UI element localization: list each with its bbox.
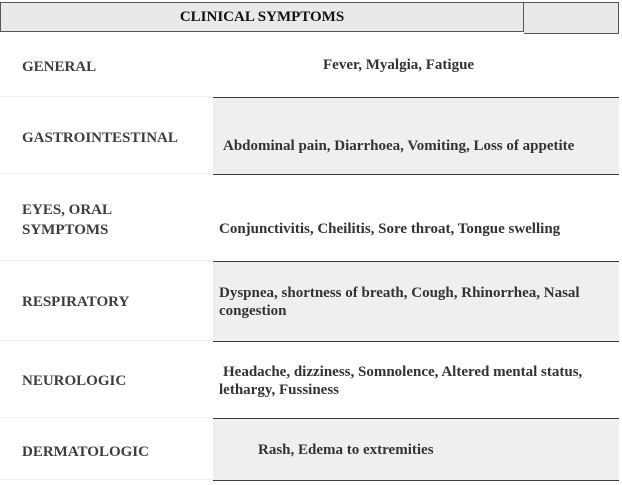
- table-row: [0, 97, 622, 174]
- category-label: NEUROLOGIC: [22, 373, 127, 389]
- table-row: [0, 418, 622, 480]
- table-row: [0, 34, 622, 97]
- symptoms-text: Conjunctivitis, Cheilitis, Sore throat, Tongue swelling: [219, 221, 561, 237]
- category-cell: [0, 34, 213, 97]
- symptoms-cell: [213, 174, 619, 261]
- category-cell: [0, 174, 213, 261]
- category-label: RESPIRATORY: [22, 294, 130, 310]
- symptoms-text: Abdominal pain, Diarrhoea, Vomiting, Loss of appetite: [223, 138, 575, 154]
- table-row: [0, 174, 622, 261]
- header-title: CLINICAL SYMPTOMS: [0, 2, 524, 32]
- symptoms-cell: [213, 97, 619, 174]
- symptoms-cell: [213, 341, 619, 418]
- category-label: DERMATOLOGIC: [22, 444, 149, 460]
- table-bottom-border: [213, 480, 619, 481]
- category-label: EYES, ORAL SYMPTOMS: [22, 202, 112, 238]
- symptoms-text: Headache, dizziness, Somnolence, Altered mental status, lethargy, Fussiness: [219, 364, 583, 398]
- table-row: [0, 341, 622, 418]
- symptoms-cell: [213, 418, 619, 480]
- header-empty-cell: [524, 2, 619, 34]
- category-cell: [0, 261, 213, 341]
- symptoms-text: Dyspnea, shortness of breath, Cough, Rhinorrhea, Nasal congestion: [219, 285, 580, 319]
- symptoms-text: Rash, Edema to extremities: [258, 442, 434, 458]
- table-row: [0, 261, 622, 341]
- symptoms-cell: [213, 261, 619, 341]
- symptoms-text: Fever, Myalgia, Fatigue: [323, 57, 475, 73]
- category-label: GENERAL: [22, 59, 97, 75]
- table-header: [0, 0, 622, 34]
- category-cell: [0, 418, 213, 480]
- category-label: GASTROINTESTINAL: [22, 130, 178, 146]
- symptoms-cell: [213, 34, 619, 97]
- category-cell: [0, 97, 213, 174]
- category-cell: [0, 341, 213, 418]
